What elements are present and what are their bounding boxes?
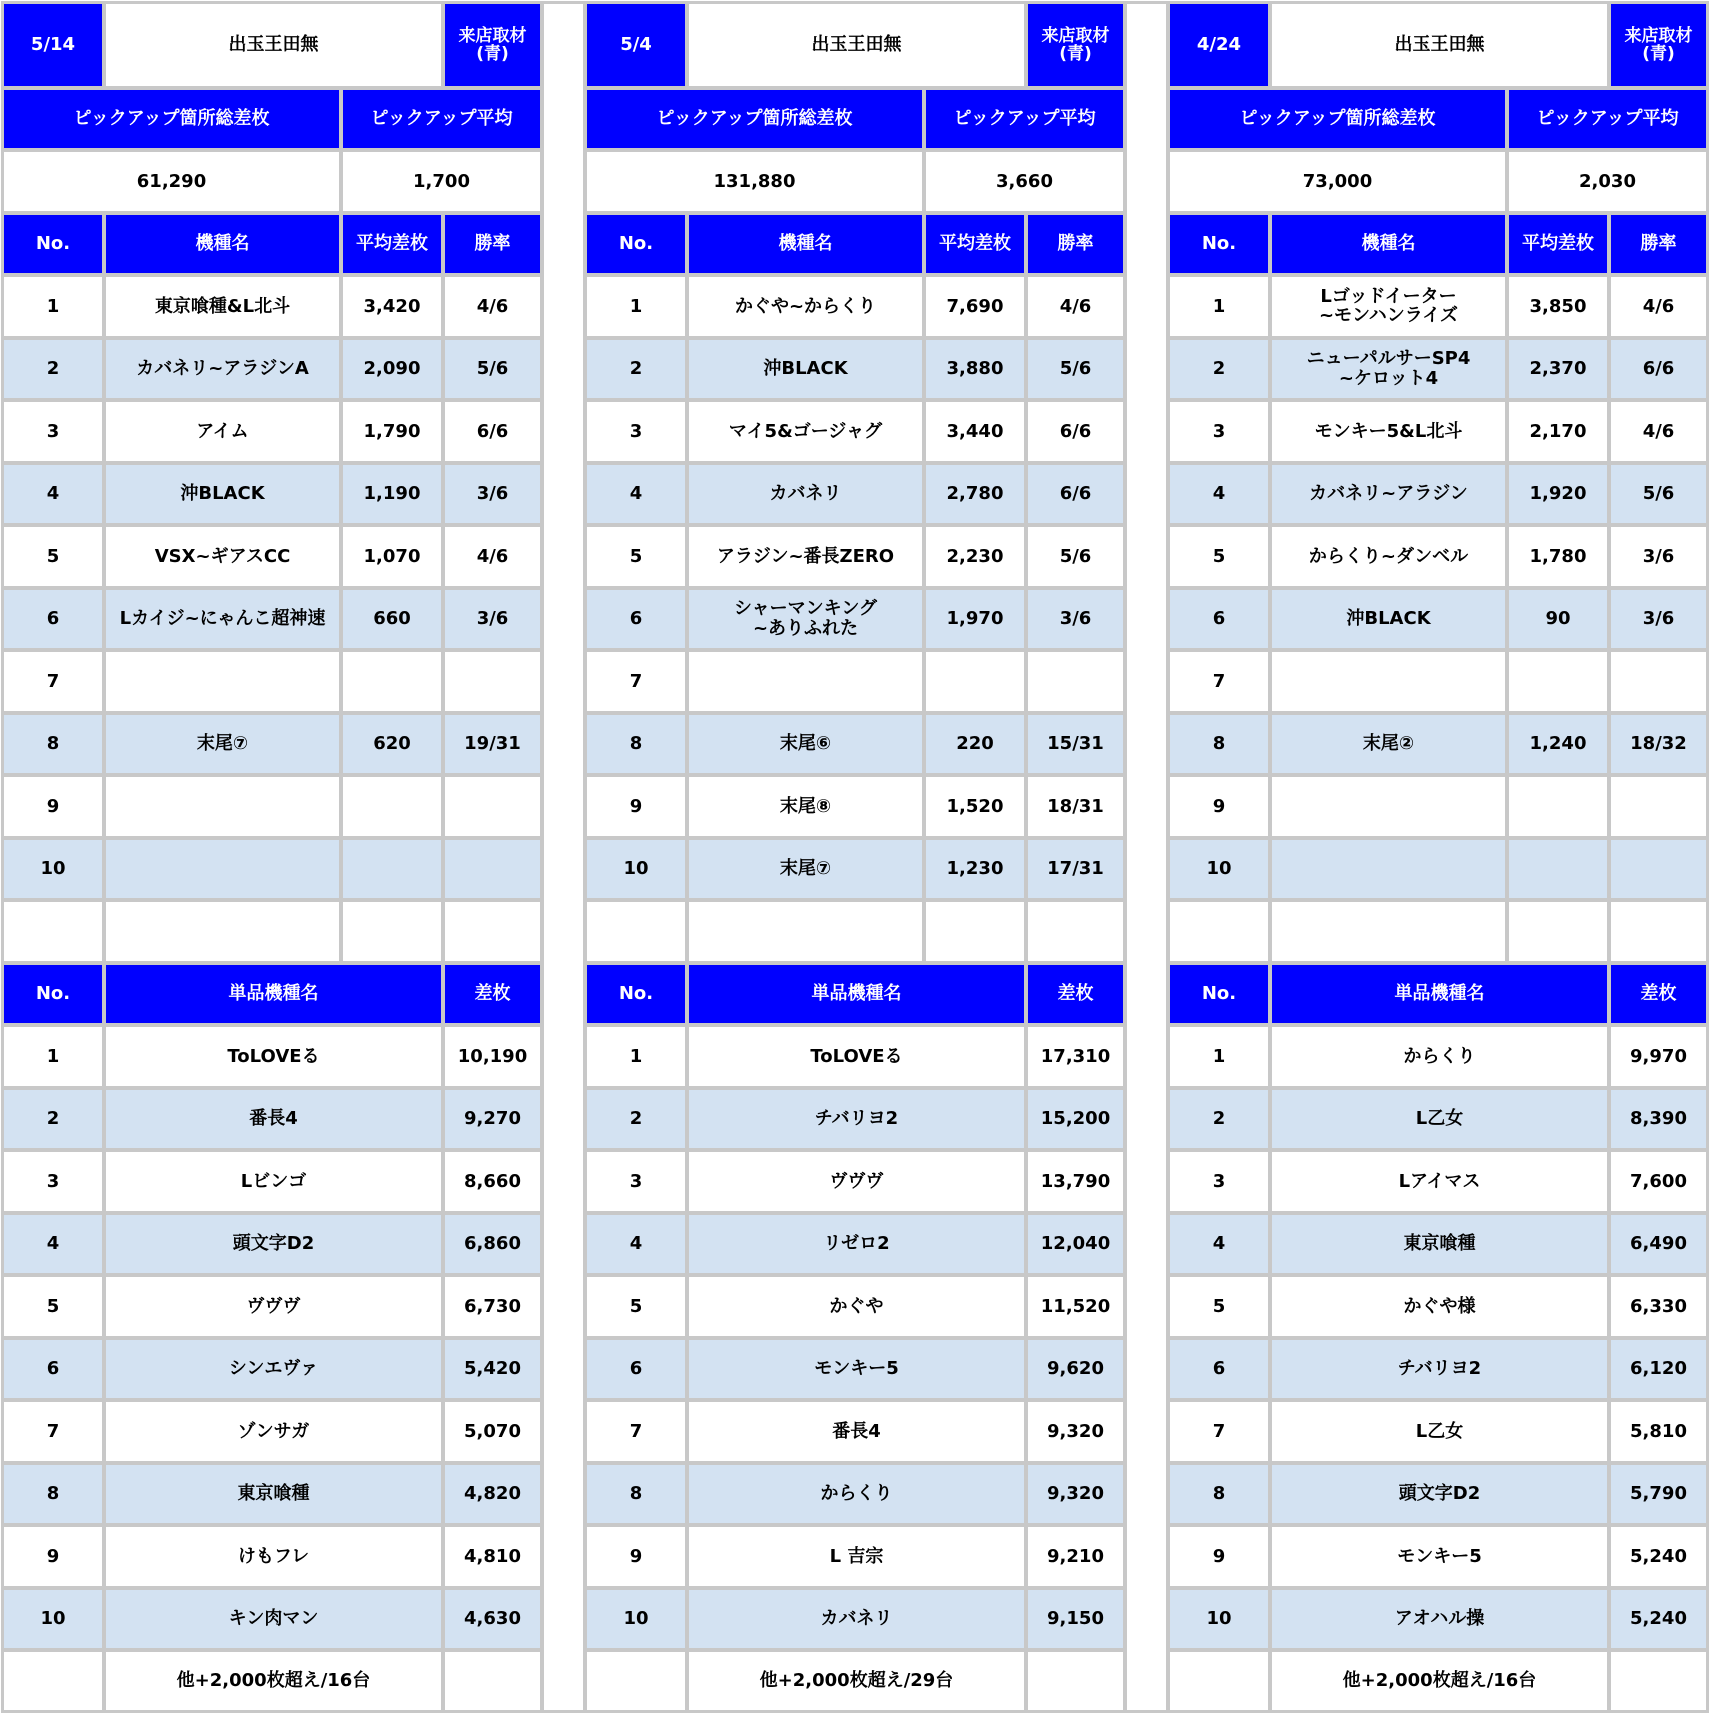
panel-1-single-diff: 9,270 [445,1090,540,1149]
panel-1-single-diff: 4,630 [445,1590,540,1649]
panel-3-row-rate: 18/32 [1611,715,1706,774]
panel-3-single-diff: 6,490 [1611,1215,1706,1274]
panel-3-single-diff: 5,240 [1611,1590,1706,1649]
panel-3-row-no: 4 [1170,465,1268,524]
panel-1-row-rate: 6/6 [445,402,540,461]
panel-3-col-avg: 平均差枚 [1509,215,1607,274]
panel-3-spacer-cell [1170,902,1268,961]
panel-2-single-no: 9 [587,1527,685,1586]
panel-1-date: 5/14 [4,4,102,86]
panel-2-row-rate: 5/6 [1028,340,1123,399]
panel-1-single-no: 8 [4,1465,102,1524]
panel-2-row-no: 10 [587,840,685,899]
panel-1-row-avg [343,777,441,836]
panel-3-row-rate [1611,652,1706,711]
panel-3-single-machine: からくり [1272,1027,1607,1086]
panel-1-row-no: 1 [4,277,102,336]
panel-1-single-no: 3 [4,1152,102,1211]
panel-1-single-no: 10 [4,1590,102,1649]
panel-2-row-no: 3 [587,402,685,461]
panel-3-single-machine: チバリヨ2 [1272,1340,1607,1399]
panel-3-col-machine: 機種名 [1272,215,1505,274]
panel-3-spacer-cell [1272,902,1505,961]
panel-1-footer-blank [445,1652,540,1710]
panel-3-row-no: 6 [1170,590,1268,649]
panel-3-single-no: 1 [1170,1027,1268,1086]
panel-3-single-machine: 頭文字D2 [1272,1465,1607,1524]
panel-3-single-machine: かぐや様 [1272,1277,1607,1336]
panel-3-single-machine: 東京喰種 [1272,1215,1607,1274]
panel-2-col-machine: 機種名 [689,215,922,274]
panel-2-col-avg: 平均差枚 [926,215,1024,274]
panel-2-row-avg: 2,230 [926,527,1024,586]
panel-2-single-col-diff: 差枚 [1028,965,1123,1024]
panel-3-row-avg: 1,780 [1509,527,1607,586]
panel-2-single-diff: 15,200 [1028,1090,1123,1149]
panel-2-col-rate: 勝率 [1028,215,1123,274]
panel-1-row-rate [445,652,540,711]
panel-1-row-avg [343,840,441,899]
panel-2-row-machine: カバネリ [689,465,922,524]
panel-2-store-name: 出玉王田無 [689,4,1024,86]
panel-3-row-no: 10 [1170,840,1268,899]
panel-2-row-avg: 7,690 [926,277,1024,336]
panel-1-row-machine: アイム [106,402,339,461]
panel-1-row-machine [106,652,339,711]
panel-3-date: 4/24 [1170,4,1268,86]
panel-1-spacer-cell [445,902,540,961]
panel-3-row-rate: 4/6 [1611,277,1706,336]
panel-2-row-rate: 15/31 [1028,715,1123,774]
panel-1-single-machine: Lビンゴ [106,1152,441,1211]
panel-1-single-no: 4 [4,1215,102,1274]
panel-3-single-diff: 5,810 [1611,1402,1706,1461]
panel-2-row-rate [1028,652,1123,711]
panel-1-row-machine: 東京喰種&L北斗 [106,277,339,336]
panel-2-single-col-no: No. [587,965,685,1024]
panel-1-col-machine: 機種名 [106,215,339,274]
report-grid [1,1,1709,1713]
panel-2-single-no: 8 [587,1465,685,1524]
panel-2-single-machine: 番長4 [689,1402,1024,1461]
panel-3-single-machine: L乙女 [1272,1090,1607,1149]
panel-2-row-no: 9 [587,777,685,836]
panel-3-single-machine: モンキー5 [1272,1527,1607,1586]
panel-1-single-diff: 5,420 [445,1340,540,1399]
panel-2-row-avg: 1,970 [926,590,1024,649]
panel-2-single-diff: 9,320 [1028,1402,1123,1461]
panel-3-single-col-machine: 単品機種名 [1272,965,1607,1024]
panel-1-single-diff: 4,810 [445,1527,540,1586]
panel-3-row-avg: 3,850 [1509,277,1607,336]
panel-1-store-name: 出玉王田無 [106,4,441,86]
panel-3-single-no: 2 [1170,1090,1268,1149]
panel-1-row-rate: 5/6 [445,340,540,399]
panel-3-row-avg [1509,652,1607,711]
panel-3-row-machine: Lゴッドイーター ~モンハンライズ [1272,277,1505,336]
panel-2-row-machine: 末尾⑥ [689,715,922,774]
panel-1-single-diff: 5,070 [445,1402,540,1461]
panel-1-row-avg: 1,070 [343,527,441,586]
panel-2-row-rate: 6/6 [1028,465,1123,524]
panel-2-spacer-cell [587,902,685,961]
panel-2-row-avg: 1,230 [926,840,1024,899]
panel-2-row-rate: 4/6 [1028,277,1123,336]
panel-2-row-avg: 220 [926,715,1024,774]
panel-1-row-rate: 3/6 [445,465,540,524]
panel-1-single-machine: ToLOVEる [106,1027,441,1086]
panel-2-row-no: 5 [587,527,685,586]
panel-3-row-machine: モンキー5&L北斗 [1272,402,1505,461]
panel-2-row-no: 6 [587,590,685,649]
panel-separator [1127,4,1166,1710]
panel-1-row-avg: 620 [343,715,441,774]
panel-3-col-rate: 勝率 [1611,215,1706,274]
panel-2-date: 5/4 [587,4,685,86]
panel-3-row-machine: ニューパルサーSP4 ~ケロット4 [1272,340,1505,399]
panel-2-row-rate: 5/6 [1028,527,1123,586]
panel-2-single-diff: 17,310 [1028,1027,1123,1086]
panel-1-row-no: 8 [4,715,102,774]
panel-3-single-no: 10 [1170,1590,1268,1649]
panel-1-single-machine: 頭文字D2 [106,1215,441,1274]
panel-3-single-col-no: No. [1170,965,1268,1024]
panel-3-row-no: 8 [1170,715,1268,774]
panel-1-row-avg: 2,090 [343,340,441,399]
panel-2-single-machine: かぐや [689,1277,1024,1336]
panel-2-single-machine: からくり [689,1465,1024,1524]
panel-2-single-machine: L 吉宗 [689,1527,1024,1586]
panel-1-row-no: 10 [4,840,102,899]
panel-3-spacer-cell [1509,902,1607,961]
panel-2-row-no: 8 [587,715,685,774]
panel-1-row-no: 5 [4,527,102,586]
panel-1-single-diff: 4,820 [445,1465,540,1524]
panel-2-single-no: 2 [587,1090,685,1149]
panel-2-footer-blank [587,1652,685,1710]
panel-1-pickup-avg-header: ピックアップ平均 [343,90,540,148]
panel-3-row-rate: 5/6 [1611,465,1706,524]
panel-3-row-rate: 6/6 [1611,340,1706,399]
panel-1-col-rate: 勝率 [445,215,540,274]
panel-3-single-machine: アオハル操 [1272,1590,1607,1649]
panel-1-single-diff: 6,860 [445,1215,540,1274]
panel-3-row-rate [1611,840,1706,899]
panel-3-row-machine [1272,840,1505,899]
panel-3-pickup-total-header: ピックアップ箇所総差枚 [1170,90,1505,148]
panel-1-single-diff: 10,190 [445,1027,540,1086]
panel-1-col-no: No. [4,215,102,274]
panel-3-store-name: 出玉王田無 [1272,4,1607,86]
panel-3-row-avg: 2,370 [1509,340,1607,399]
panel-1-single-no: 1 [4,1027,102,1086]
panel-3-col-no: No. [1170,215,1268,274]
panel-2-row-machine: 末尾⑧ [689,777,922,836]
panel-3-row-machine: 末尾② [1272,715,1505,774]
panel-1-single-no: 6 [4,1340,102,1399]
panel-3-row-no: 1 [1170,277,1268,336]
panel-2-single-machine: ToLOVEる [689,1027,1024,1086]
panel-1-pickup-total-value: 61,290 [4,152,339,211]
panel-2-row-no: 2 [587,340,685,399]
panel-3-footer-blank [1611,1652,1706,1710]
panel-1-row-rate: 3/6 [445,590,540,649]
panel-2-row-avg: 2,780 [926,465,1024,524]
panel-2-row-no: 1 [587,277,685,336]
panel-2-single-no: 6 [587,1340,685,1399]
panel-3-row-no: 7 [1170,652,1268,711]
panel-2-spacer-cell [689,902,922,961]
panel-2-pickup-total-value: 131,880 [587,152,922,211]
panel-2-pickup-total-header: ピックアップ箇所総差枚 [587,90,922,148]
panel-2-row-avg: 1,520 [926,777,1024,836]
panel-3-source-label: 来店取材 (青) [1611,4,1706,86]
panel-3-pickup-avg-header: ピックアップ平均 [1509,90,1706,148]
panel-2-spacer-cell [1028,902,1123,961]
panel-2-row-rate: 6/6 [1028,402,1123,461]
panel-1-single-machine: けもフレ [106,1527,441,1586]
panel-2-single-no: 3 [587,1152,685,1211]
panel-2-pickup-avg-header: ピックアップ平均 [926,90,1123,148]
panel-3-row-no: 2 [1170,340,1268,399]
panel-3-single-no: 9 [1170,1527,1268,1586]
panel-3-single-no: 4 [1170,1215,1268,1274]
panel-3-row-no: 5 [1170,527,1268,586]
panel-3-single-diff: 6,330 [1611,1277,1706,1336]
panel-3-pickup-total-value: 73,000 [1170,152,1505,211]
panel-2-row-machine: かぐや~からくり [689,277,922,336]
panel-3-single-diff: 8,390 [1611,1090,1706,1149]
panel-1-row-avg: 3,420 [343,277,441,336]
panel-3-row-machine: 沖BLACK [1272,590,1505,649]
panel-3-pickup-avg-value: 2,030 [1509,152,1706,211]
panel-1-row-rate [445,840,540,899]
panel-3-single-machine: Lアイマス [1272,1152,1607,1211]
panel-3-row-rate [1611,777,1706,836]
panel-3-row-machine [1272,652,1505,711]
panel-2-single-diff: 11,520 [1028,1277,1123,1336]
panel-3-row-avg: 90 [1509,590,1607,649]
panel-2-single-machine: ヴヴヴ [689,1152,1024,1211]
panel-2-col-no: No. [587,215,685,274]
panel-3-single-col-diff: 差枚 [1611,965,1706,1024]
panel-2-footer-blank [1028,1652,1123,1710]
panel-2-row-machine: 沖BLACK [689,340,922,399]
panel-3-row-avg [1509,840,1607,899]
panel-3-single-diff: 5,240 [1611,1527,1706,1586]
panel-2-single-no: 10 [587,1590,685,1649]
panel-3-row-rate: 4/6 [1611,402,1706,461]
panel-3-single-no: 8 [1170,1465,1268,1524]
panel-2-row-machine [689,652,922,711]
panel-2-row-machine: 末尾⑦ [689,840,922,899]
panel-3-footer-note: 他+2,000枚超え/16台 [1272,1652,1607,1710]
panel-1-row-rate: 4/6 [445,527,540,586]
panel-1-single-diff: 6,730 [445,1277,540,1336]
panel-1-footer-note: 他+2,000枚超え/16台 [106,1652,441,1710]
panel-2-single-no: 5 [587,1277,685,1336]
panel-3-single-no: 5 [1170,1277,1268,1336]
panel-1-pickup-total-header: ピックアップ箇所総差枚 [4,90,339,148]
panel-2-single-machine: モンキー5 [689,1340,1024,1399]
panel-3-row-no: 3 [1170,402,1268,461]
panel-1-row-avg [343,652,441,711]
panel-2-single-machine: チバリヨ2 [689,1090,1024,1149]
panel-1-single-col-diff: 差枚 [445,965,540,1024]
panel-1-row-machine: 沖BLACK [106,465,339,524]
panel-1-row-machine [106,777,339,836]
panel-2-single-col-machine: 単品機種名 [689,965,1024,1024]
panel-1-single-machine: 番長4 [106,1090,441,1149]
panel-2-single-diff: 9,620 [1028,1340,1123,1399]
panel-3-row-avg [1509,777,1607,836]
panel-2-row-machine: シャーマンキング ~ありふれた [689,590,922,649]
panel-1-row-no: 2 [4,340,102,399]
panel-1-footer-blank [4,1652,102,1710]
panel-3-single-no: 7 [1170,1402,1268,1461]
panel-1-row-avg: 1,790 [343,402,441,461]
panel-3-footer-blank [1170,1652,1268,1710]
panel-1-single-no: 2 [4,1090,102,1149]
panel-3-single-machine: L乙女 [1272,1402,1607,1461]
panel-2-row-no: 7 [587,652,685,711]
panel-2-single-no: 4 [587,1215,685,1274]
panel-1-spacer-cell [4,902,102,961]
panel-1-col-avg: 平均差枚 [343,215,441,274]
panel-1-source-label: 来店取材 (青) [445,4,540,86]
panel-separator [544,4,583,1710]
panel-2-source-label: 来店取材 (青) [1028,4,1123,86]
panel-1-spacer-cell [106,902,339,961]
panel-2-row-avg: 3,440 [926,402,1024,461]
panel-2-single-no: 1 [587,1027,685,1086]
panel-2-row-no: 4 [587,465,685,524]
panel-3-single-no: 3 [1170,1152,1268,1211]
panel-3-row-avg: 1,920 [1509,465,1607,524]
panel-2-single-diff: 12,040 [1028,1215,1123,1274]
panel-2-row-avg: 3,880 [926,340,1024,399]
panel-1-row-no: 6 [4,590,102,649]
panel-1-row-rate [445,777,540,836]
panel-3-single-diff: 9,970 [1611,1027,1706,1086]
panel-2-row-machine: アラジン~番長ZERO [689,527,922,586]
panel-2-row-rate: 18/31 [1028,777,1123,836]
panel-3-single-diff: 5,790 [1611,1465,1706,1524]
panel-1-spacer-cell [343,902,441,961]
panel-2-single-diff: 9,150 [1028,1590,1123,1649]
panel-1-row-machine: 末尾⑦ [106,715,339,774]
panel-2-row-avg [926,652,1024,711]
panel-3-row-machine: カバネリ~アラジン [1272,465,1505,524]
panel-1-single-col-no: No. [4,965,102,1024]
panel-2-single-machine: リゼロ2 [689,1215,1024,1274]
panel-2-single-diff: 9,320 [1028,1465,1123,1524]
panel-1-row-machine [106,840,339,899]
panel-2-footer-note: 他+2,000枚超え/29台 [689,1652,1024,1710]
panel-2-single-machine: カバネリ [689,1590,1024,1649]
panel-3-row-rate: 3/6 [1611,527,1706,586]
panel-1-row-rate: 4/6 [445,277,540,336]
panel-1-row-machine: カバネリ~アラジンA [106,340,339,399]
panel-1-single-no: 5 [4,1277,102,1336]
panel-1-single-col-machine: 単品機種名 [106,965,441,1024]
panel-1-row-rate: 19/31 [445,715,540,774]
panel-2-single-diff: 13,790 [1028,1152,1123,1211]
panel-1-single-no: 9 [4,1527,102,1586]
panel-1-row-avg: 660 [343,590,441,649]
panel-3-row-avg: 1,240 [1509,715,1607,774]
panel-1-row-no: 3 [4,402,102,461]
panel-2-row-rate: 3/6 [1028,590,1123,649]
panel-2-pickup-avg-value: 3,660 [926,152,1123,211]
panel-3-row-no: 9 [1170,777,1268,836]
panel-3-single-no: 6 [1170,1340,1268,1399]
panel-3-row-rate: 3/6 [1611,590,1706,649]
panel-1-row-avg: 1,190 [343,465,441,524]
panel-1-row-machine: Lカイジ~にゃんこ超神速 [106,590,339,649]
panel-3-single-diff: 7,600 [1611,1152,1706,1211]
panel-1-single-machine: 東京喰種 [106,1465,441,1524]
panel-1-pickup-avg-value: 1,700 [343,152,540,211]
panel-3-row-avg: 2,170 [1509,402,1607,461]
panel-1-row-no: 7 [4,652,102,711]
panel-2-spacer-cell [926,902,1024,961]
panel-3-row-machine: からくり~ダンベル [1272,527,1505,586]
panel-2-row-rate: 17/31 [1028,840,1123,899]
panel-2-row-machine: マイ5&ゴージャグ [689,402,922,461]
panel-1-single-machine: ゾンサガ [106,1402,441,1461]
panel-1-row-no: 4 [4,465,102,524]
panel-1-row-no: 9 [4,777,102,836]
panel-2-single-no: 7 [587,1402,685,1461]
panel-1-single-machine: シンエヴァ [106,1340,441,1399]
panel-1-single-diff: 8,660 [445,1152,540,1211]
panel-1-single-no: 7 [4,1402,102,1461]
panel-1-row-machine: VSX~ギアスCC [106,527,339,586]
panel-1-single-machine: キン肉マン [106,1590,441,1649]
panel-3-spacer-cell [1611,902,1706,961]
panel-3-single-diff: 6,120 [1611,1340,1706,1399]
panel-1-single-machine: ヴヴヴ [106,1277,441,1336]
panel-3-row-machine [1272,777,1505,836]
panel-2-single-diff: 9,210 [1028,1527,1123,1586]
